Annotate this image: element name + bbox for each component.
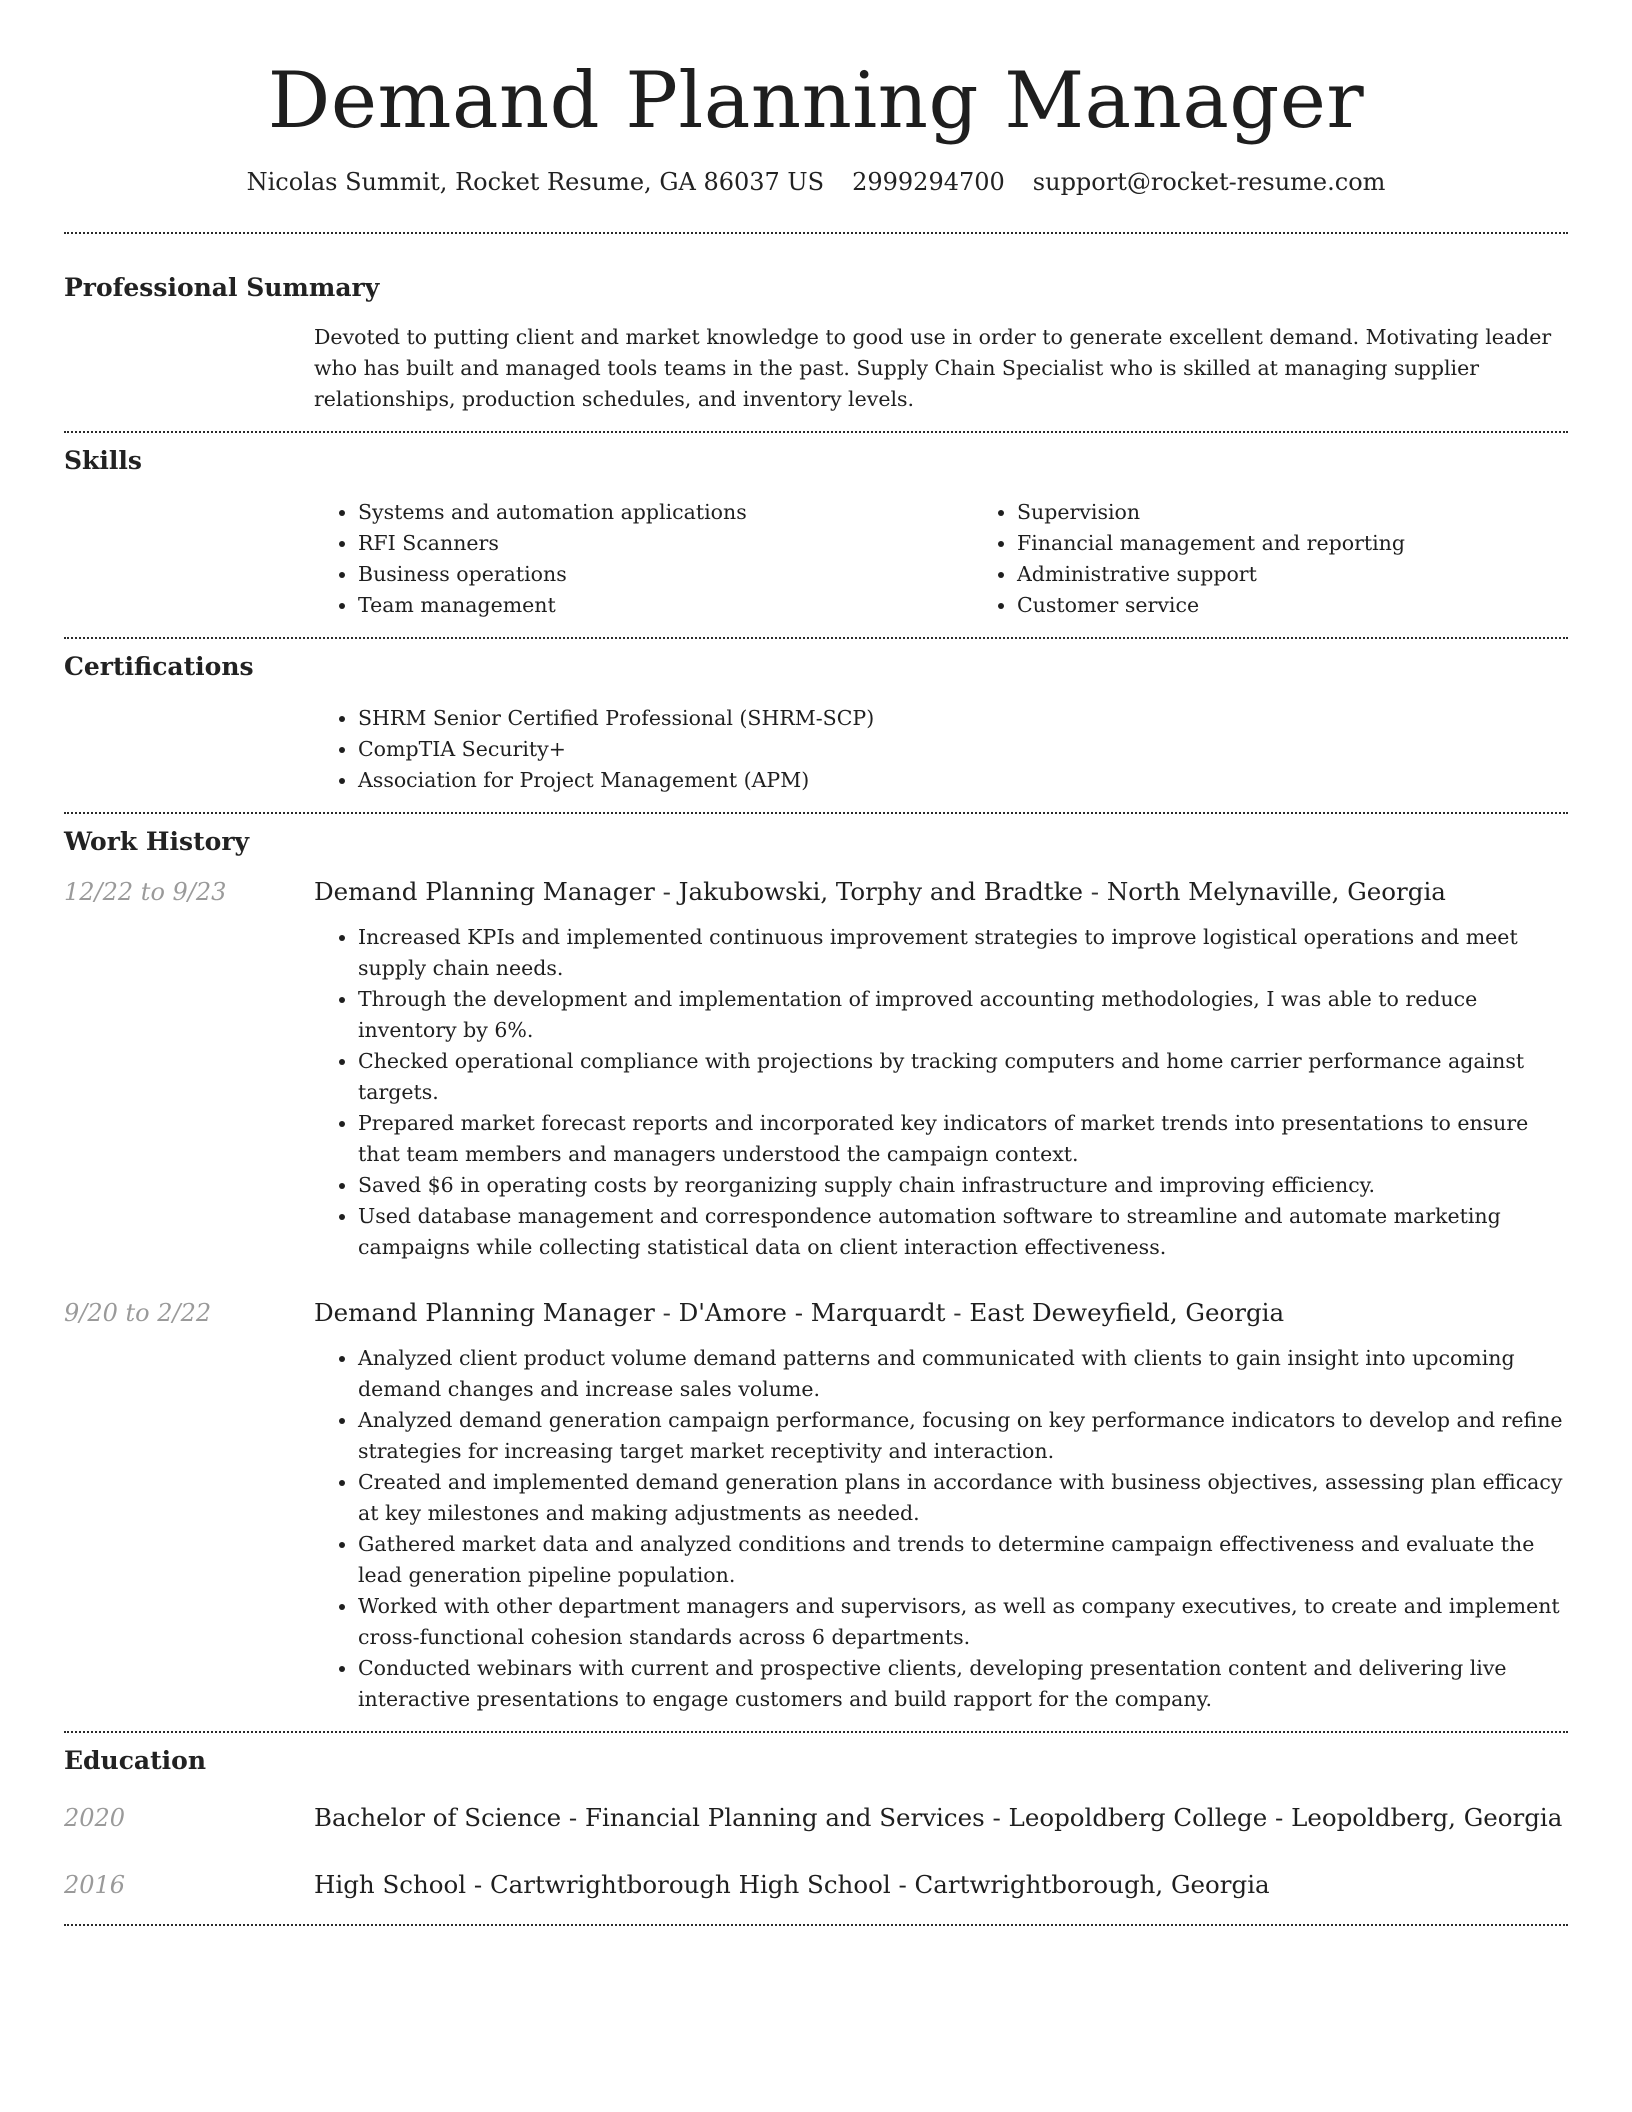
- education-heading: Bachelor of Science - Financial Planning and Services - Leopoldberg College - Leopoldberg, Georgia: [314, 1803, 1563, 1832]
- education-entry: [64, 1869, 1568, 1901]
- education-section: [64, 1733, 1568, 1924]
- section-title-summary: Professional Summary: [64, 273, 380, 302]
- list-item: • Systems and automation applications: [358, 497, 973, 528]
- job-role: Demand Planning Manager: [314, 1298, 655, 1327]
- job-location: North Melynaville, Georgia: [1106, 877, 1446, 906]
- job-entry: [64, 1297, 1568, 1715]
- education-school: Leopoldberg College: [1008, 1803, 1268, 1832]
- contact-address: Nicolas Summit, Rocket Resume, GA 86037 US: [246, 168, 825, 196]
- contact-phone: 2999294700: [852, 168, 1005, 196]
- job-bullets: [314, 1343, 1568, 1715]
- list-item: • Analyzed demand generation campaign performance, focusing on key performance indicators to develop and refine strategies for increasing target market receptivity and interaction.: [358, 1405, 1568, 1467]
- skills-list-right: [973, 497, 1632, 621]
- job-bullets: [314, 922, 1568, 1263]
- section-title-skills: Skills: [64, 446, 142, 475]
- list-item: • CompTIA Security+: [358, 734, 1568, 765]
- education-year: 2016: [64, 1871, 126, 1899]
- list-item: • Used database management and correspondence automation software to streamline and automate marketing campaigns while collecting statistical data on client interaction effectiveness.: [358, 1201, 1568, 1263]
- education-location: Cartwrightborough, Georgia: [914, 1870, 1270, 1899]
- certifications-list: [314, 703, 1568, 796]
- list-item: • Increased KPIs and implemented continuous improvement strategies to improve logistical operations and meet supply chain needs.: [358, 922, 1568, 984]
- list-item: • Prepared market forecast reports and incorporated key indicators of market trends into presentations to ensure that team members and managers understood the campaign context.: [358, 1108, 1568, 1170]
- summary-section: [64, 234, 1568, 431]
- list-item: • Analyzed client product volume demand patterns and communicated with clients to gain insight into upcoming demand changes and increase sales volume.: [358, 1343, 1568, 1405]
- job-dates: 9/20 to 2/22: [64, 1299, 212, 1327]
- list-item: • Worked with other department managers and supervisors, as well as company executives, to create and implement cross-functional cohesion standards across 6 departments.: [358, 1591, 1568, 1653]
- list-item: • Conducted webinars with current and prospective clients, developing presentation content and delivering live interactive presentations to engage customers and build rapport for the company.: [358, 1653, 1568, 1715]
- list-item: • Business operations: [358, 559, 973, 590]
- education-location: Leopoldberg, Georgia: [1291, 1803, 1563, 1832]
- contact-email: support@rocket-resume.com: [1032, 168, 1386, 196]
- job-heading: Demand Planning Manager - Jakubowski, Torphy and Bradtke - North Melynaville, Georgia: [314, 877, 1446, 906]
- list-item: • Supervision: [1017, 497, 1632, 528]
- job-heading: Demand Planning Manager - D'Amore - Marquardt - East Deweyfield, Georgia: [314, 1298, 1285, 1327]
- skills-list-left: [314, 497, 973, 621]
- education-school: Cartwrightborough High School: [489, 1870, 891, 1899]
- list-item: • Financial management and reporting: [1017, 528, 1632, 559]
- certifications-section: [64, 639, 1568, 812]
- list-item: • Saved $6 in operating costs by reorganizing supply chain infrastructure and improving efficiency.: [358, 1170, 1568, 1201]
- education-degree: High School: [314, 1870, 467, 1899]
- job-dates: 12/22 to 9/23: [64, 878, 227, 906]
- job-role: Demand Planning Manager: [314, 877, 655, 906]
- job-company: D'Amore - Marquardt: [678, 1298, 946, 1327]
- job-entry: [64, 876, 1568, 1263]
- work-history-section: [64, 814, 1568, 1731]
- contact-line: [64, 166, 1568, 198]
- education-entry: [64, 1802, 1568, 1834]
- list-item: • RFI Scanners: [358, 528, 973, 559]
- list-item: • Through the development and implementation of improved accounting methodologies, I was able to reduce inventory by 6%.: [358, 984, 1568, 1046]
- list-item: • Association for Project Management (APM): [358, 765, 1568, 796]
- candidate-name: Demand Planning Manager: [267, 56, 1365, 146]
- list-item: • Gathered market data and analyzed conditions and trends to determine campaign effectiveness and evaluate the lead generation pipeline population.: [358, 1529, 1568, 1591]
- section-title-work: Work History: [64, 827, 250, 856]
- education-heading: High School - Cartwrightborough High School - Cartwrightborough, Georgia: [314, 1870, 1270, 1899]
- education-degree: Bachelor of Science - Financial Planning and Services: [314, 1803, 985, 1832]
- list-item: • SHRM Senior Certified Professional (SHRM-SCP): [358, 703, 1568, 734]
- skills-section: [64, 433, 1568, 637]
- resume-page: [64, 0, 1568, 1926]
- summary-text: Devoted to putting client and market knowledge to good use in order to generate excellent demand. Motivating leader who has built and managed tools teams in the past. Supply Chain Specialist who is skilled at managing supplier relationships, production schedules, and inventory levels.: [314, 325, 1552, 411]
- list-item: • Created and implemented demand generation plans in accordance with business objectives, assessing plan efficacy at key milestones and making adjustments as needed.: [358, 1467, 1568, 1529]
- list-item: • Checked operational compliance with projections by tracking computers and home carrier performance against targets.: [358, 1046, 1568, 1108]
- job-company: Jakubowski, Torphy and Bradtke: [678, 877, 1083, 906]
- job-location: East Deweyfield, Georgia: [969, 1298, 1285, 1327]
- section-divider: [64, 1924, 1568, 1926]
- section-title-education: Education: [64, 1746, 207, 1775]
- education-year: 2020: [64, 1804, 126, 1832]
- section-title-certifications: Certifications: [64, 652, 254, 681]
- list-item: • Team management: [358, 590, 973, 621]
- list-item: • Customer service: [1017, 590, 1632, 621]
- list-item: • Administrative support: [1017, 559, 1632, 590]
